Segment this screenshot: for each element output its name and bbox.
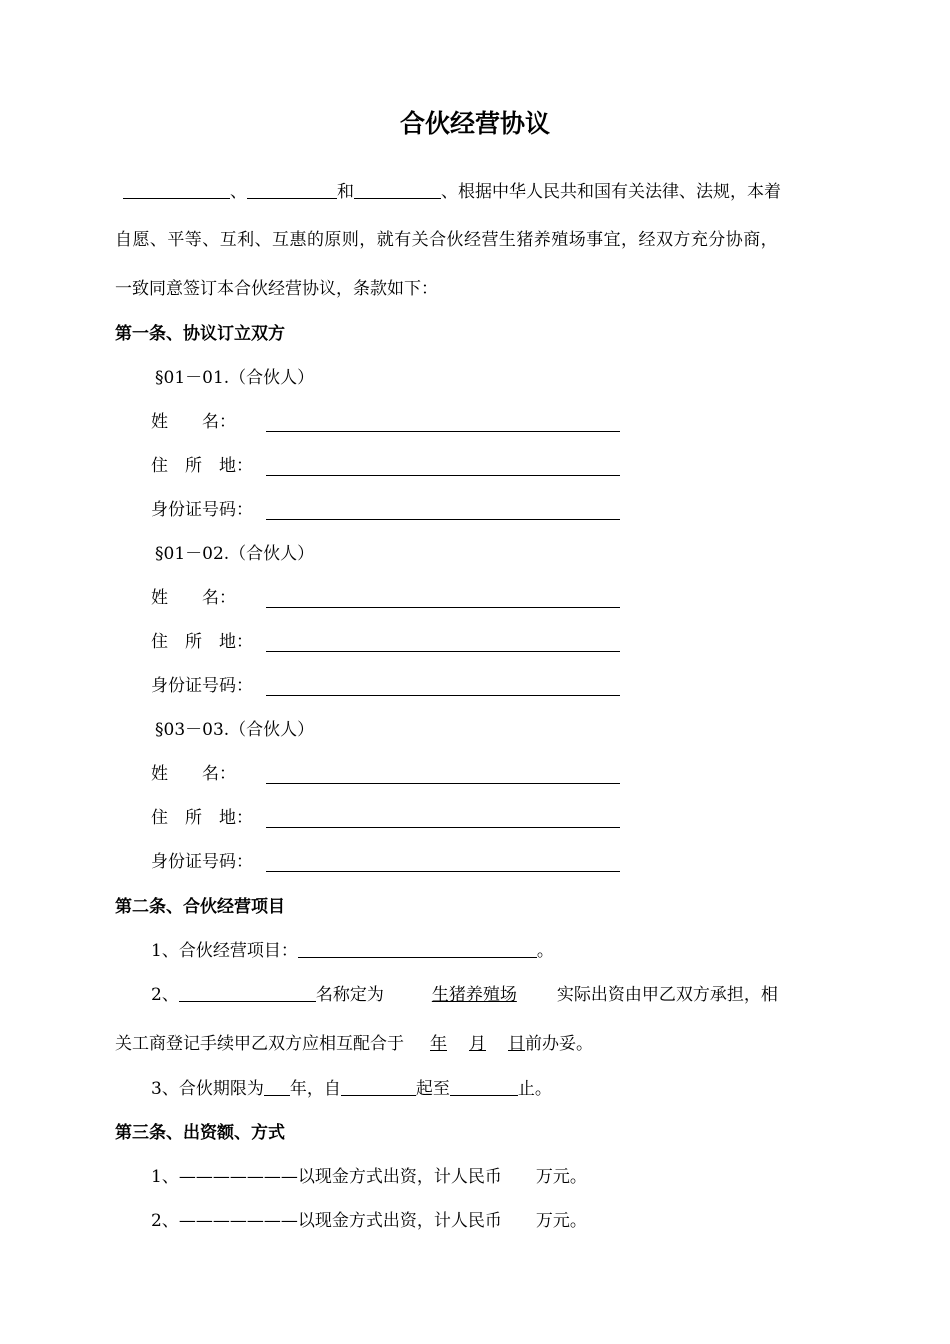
article-2-item-1 xyxy=(151,939,554,963)
partner-2-name-line xyxy=(266,607,620,608)
name-label: 姓 名： xyxy=(151,764,236,784)
term-from: 年，自 xyxy=(289,1079,341,1099)
farm-name: 生猪养殖场 xyxy=(431,985,517,1005)
partner-1-name-row xyxy=(151,410,265,434)
partner-1-name-line xyxy=(266,431,620,432)
period-mark: 。 xyxy=(536,941,554,961)
partner-1-label: §01－01.（合伙人） xyxy=(155,368,315,388)
term-label: 3、合伙期限为 xyxy=(151,1079,264,1099)
address-label: 住 所 地： xyxy=(151,808,253,828)
company-blank xyxy=(179,983,316,1002)
term-end: 止。 xyxy=(517,1079,552,1099)
name-label: 姓 名： xyxy=(151,588,236,608)
partner-2-name-row xyxy=(151,586,265,610)
partner-2-id-row xyxy=(151,674,265,698)
party-c-blank xyxy=(354,180,441,199)
term-to: 起至 xyxy=(415,1079,450,1099)
intro-line-2: 自愿、平等、互利、互惠的原则，就有关合伙经营生猪养殖场事宜，经双方充分协商， xyxy=(115,230,779,250)
month-label: 月 xyxy=(469,1034,486,1054)
intro-line-1 xyxy=(123,180,781,204)
item-2-number: 2、 xyxy=(151,985,179,1005)
article-3-heading: 第三条、出资额、方式 xyxy=(115,1123,285,1143)
partner-2-address-row xyxy=(151,630,265,654)
project-blank xyxy=(298,939,537,958)
article-2-item-2-line-2 xyxy=(115,1032,593,1056)
project-label: 1、合伙经营项目： xyxy=(151,941,298,961)
partner-3-name-line xyxy=(266,783,620,784)
day-label: 日 xyxy=(508,1034,525,1054)
intro-line-3: 一致同意签订本合伙经营协议，条款如下： xyxy=(115,279,438,299)
article-1-heading: 第一条、协议订立双方 xyxy=(115,324,285,344)
intro-and: 和 xyxy=(337,182,354,202)
party-b-blank xyxy=(247,180,337,199)
name-label: 姓 名： xyxy=(151,412,236,432)
article-3-item-2: 2、———————以现金方式出资，计人民币 万元。 xyxy=(151,1211,587,1231)
registration-text: 关工商登记手续甲乙双方应相互配合于 xyxy=(115,1034,404,1054)
partner-2-label: §01－02.（合伙人） xyxy=(155,544,315,564)
partner-3-label: §03－03.（合伙人） xyxy=(155,720,315,740)
partner-3-id-line xyxy=(266,871,620,872)
partner-2-id-line xyxy=(266,695,620,696)
partner-1-address-line xyxy=(266,475,620,476)
address-label: 住 所 地： xyxy=(151,632,253,652)
partner-1-id-line xyxy=(266,519,620,520)
partner-3-id-row xyxy=(151,850,265,874)
item-2-text: 实际出资由甲乙双方承担，相 xyxy=(556,985,778,1005)
partner-3-address-row xyxy=(151,806,265,830)
term-years-blank xyxy=(264,1077,290,1096)
article-2-item-3 xyxy=(151,1077,552,1101)
document-title: 合伙经营协议 xyxy=(399,109,550,138)
intro-text-1: 、根据中华人民共和国有关法律、法规，本着 xyxy=(441,182,781,202)
partner-3-name-row xyxy=(151,762,265,786)
partner-2-address-line xyxy=(266,651,620,652)
id-label: 身份证号码： xyxy=(151,676,253,696)
end-date-blank xyxy=(450,1077,518,1096)
deadline-text: 前办妥。 xyxy=(525,1034,593,1054)
partner-3-address-line xyxy=(266,827,620,828)
partner-1-id-row xyxy=(151,498,265,522)
start-date-blank xyxy=(341,1077,416,1096)
partner-1-address-row xyxy=(151,454,265,478)
address-label: 住 所 地： xyxy=(151,456,253,476)
name-defined-as: 名称定为 xyxy=(315,985,384,1005)
intro-separator: 、 xyxy=(230,182,247,202)
date-underline xyxy=(404,1034,525,1054)
id-label: 身份证号码： xyxy=(151,500,253,520)
article-2-item-2 xyxy=(151,983,778,1007)
year-label: 年 xyxy=(430,1034,447,1054)
id-label: 身份证号码： xyxy=(151,852,253,872)
party-a-blank xyxy=(123,180,230,199)
article-2-heading: 第二条、合伙经营项目 xyxy=(115,897,285,917)
article-3-item-1: 1、———————以现金方式出资，计人民币 万元。 xyxy=(151,1167,587,1187)
